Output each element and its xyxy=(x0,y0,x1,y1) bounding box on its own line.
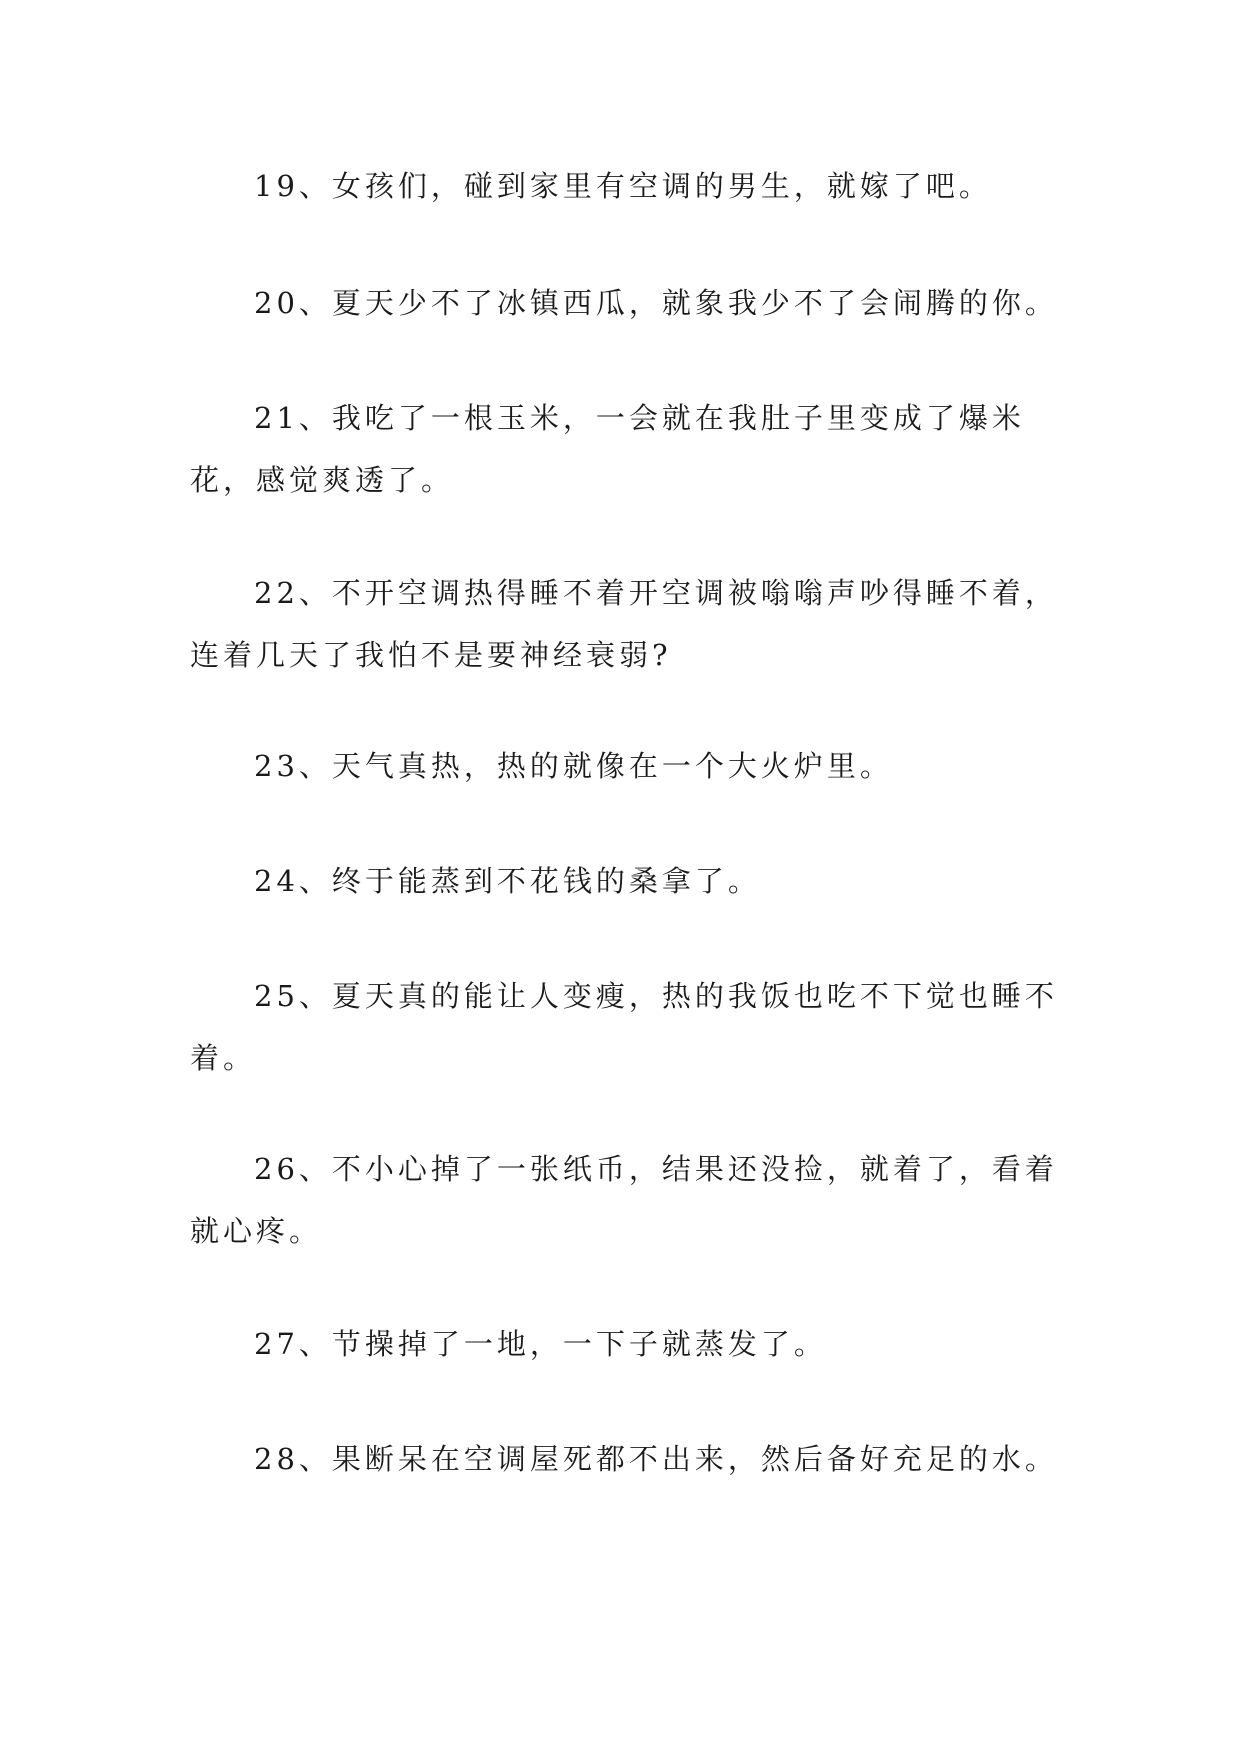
paragraph-26: 26、不小心掉了一张纸币，结果还没捡，就着了，看着就心疼。 xyxy=(190,1152,1058,1248)
paragraph-20: 20、夏天少不了冰镇西瓜，就象我少不了会闹腾的你。 xyxy=(254,286,1058,320)
paragraph-21: 21、我吃了一根玉米，一会就在我肚子里变成了爆米花，感觉爽透了。 xyxy=(190,401,1025,497)
paragraph-22: 22、不开空调热得睡不着开空调被嗡嗡声吵得睡不着，连着几天了我怕不是要神经衰弱? xyxy=(190,576,1058,672)
paragraph-27: 27、节操掉了一地，一下子就蒸发了。 xyxy=(254,1327,827,1361)
paragraph-19: 19、女孩们，碰到家里有空调的男生，就嫁了吧。 xyxy=(254,169,992,203)
paragraph-28: 28、果断呆在空调屋死都不出来，然后备好充足的水。 xyxy=(254,1442,1058,1476)
paragraph-25: 25、夏天真的能让人变瘦，热的我饭也吃不下觉也睡不着。 xyxy=(190,979,1058,1075)
paragraph-23: 23、天气真热，热的就像在一个大火炉里。 xyxy=(254,749,893,783)
paragraph-24: 24、终于能蒸到不花钱的桑拿了。 xyxy=(254,864,761,898)
